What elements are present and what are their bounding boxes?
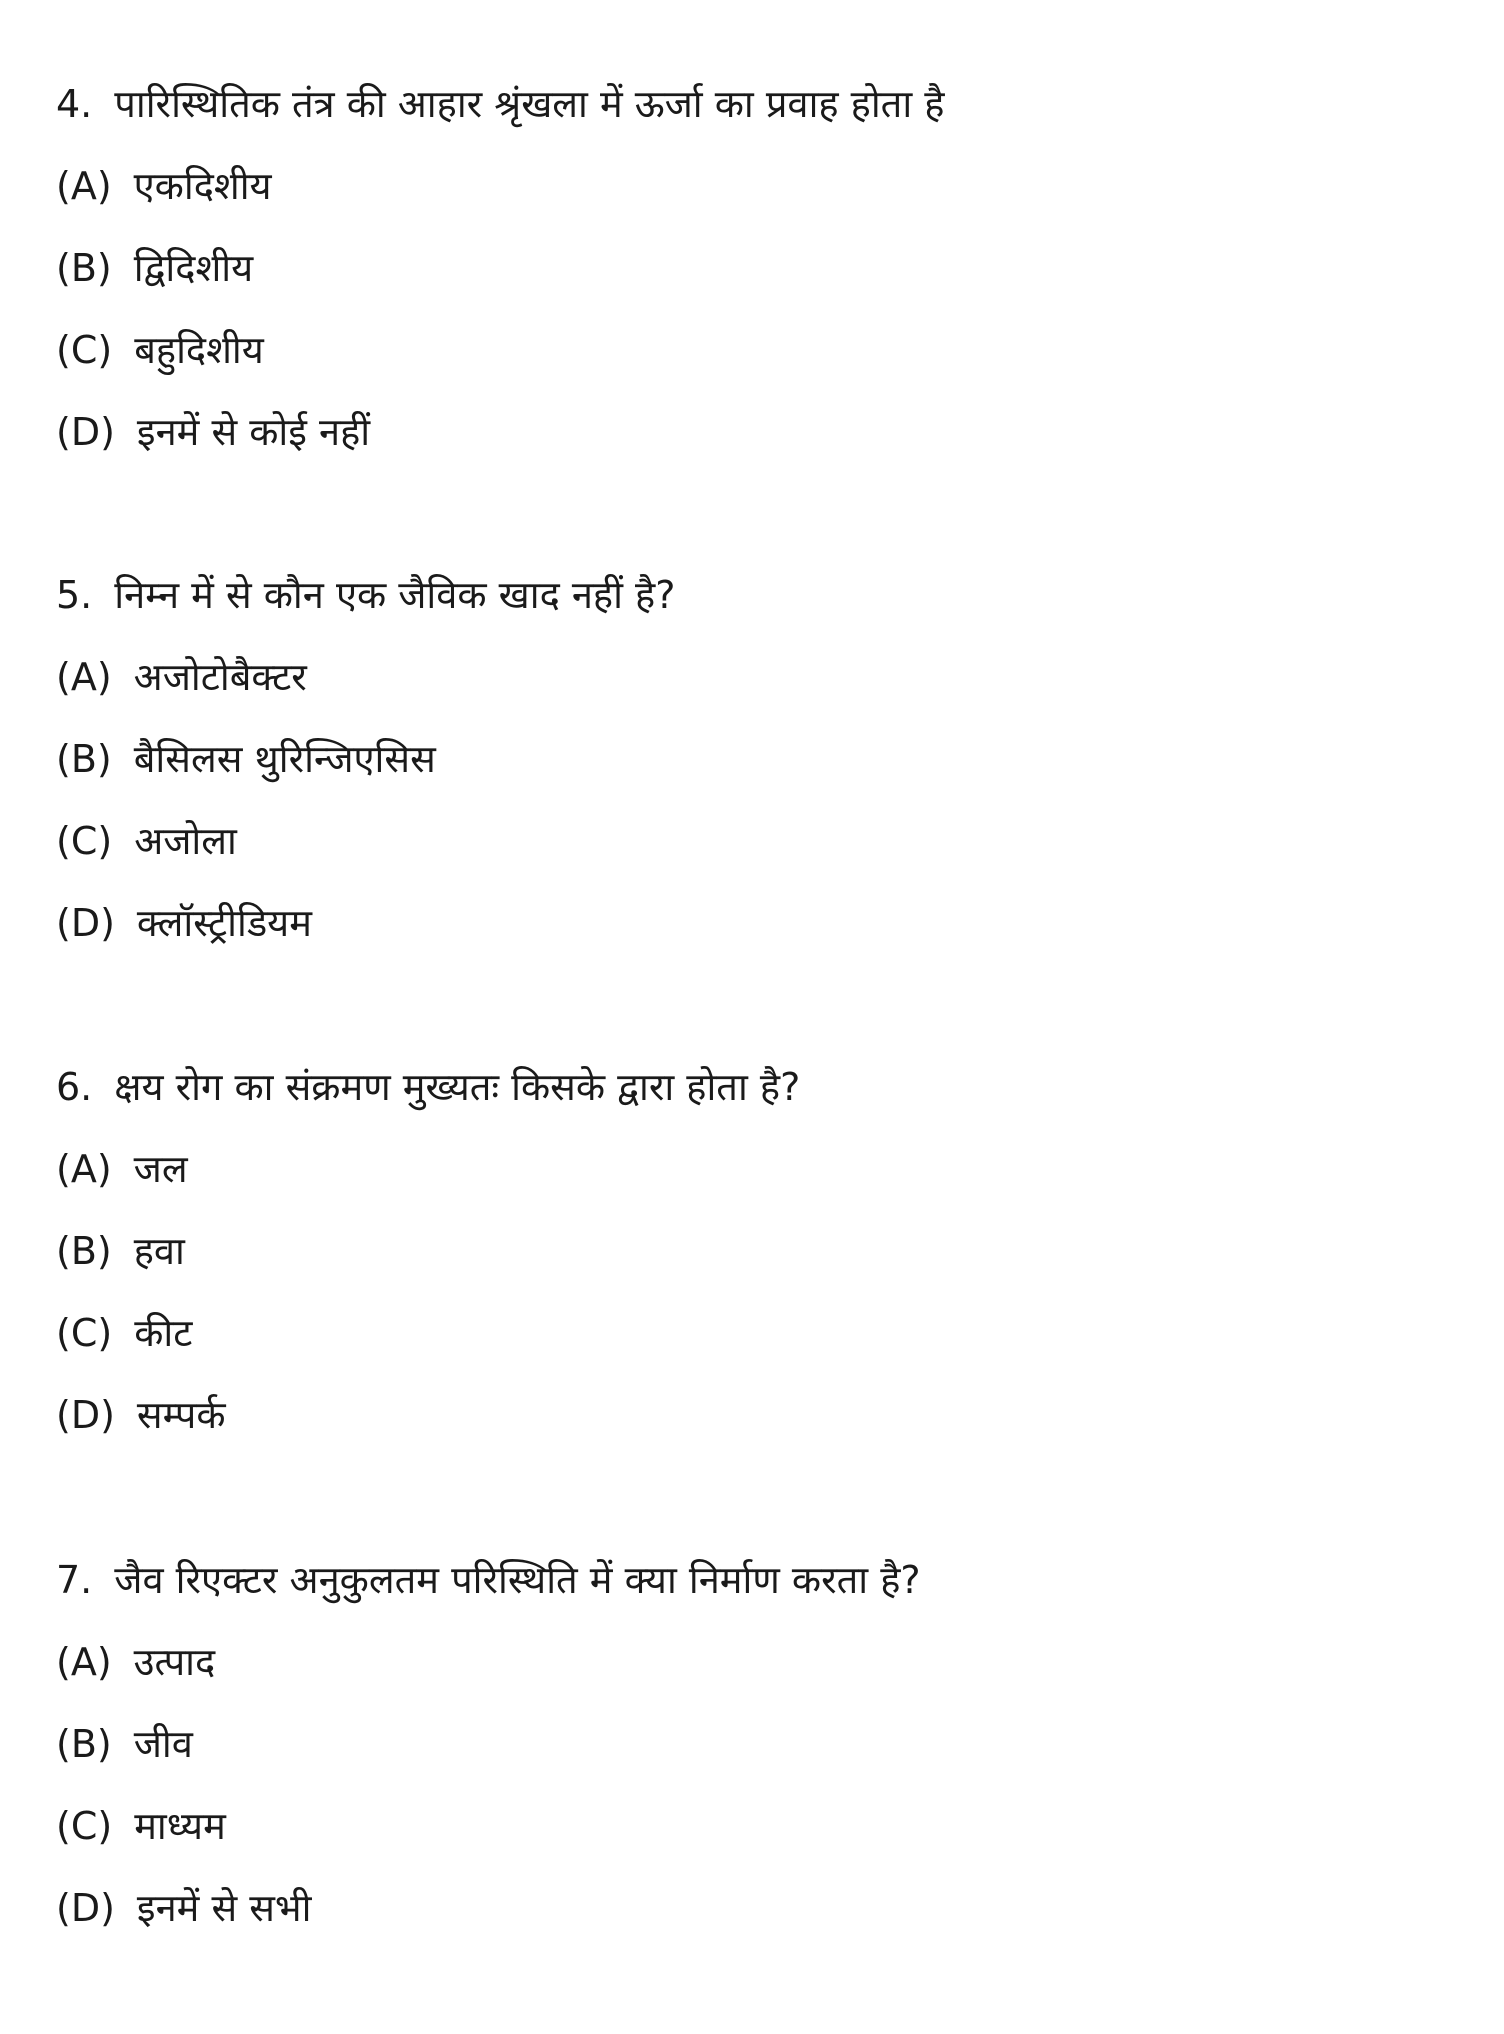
answer-option	[56, 145, 1456, 227]
option-text: माध्यम	[134, 1804, 226, 1848]
option-label: (D)	[56, 901, 115, 945]
option-label: (D)	[56, 410, 115, 454]
option-label: (C)	[56, 328, 113, 372]
question-block	[56, 554, 1456, 964]
option-text: जीव	[133, 1722, 193, 1766]
option-label: (C)	[56, 819, 113, 863]
answer-option	[56, 227, 1456, 309]
option-label: (B)	[56, 1722, 112, 1766]
option-label: (A)	[56, 164, 112, 208]
option-text: अजोटोबैक्टर	[133, 655, 307, 699]
option-text: सम्पर्क	[136, 1393, 226, 1437]
answer-option	[56, 1292, 1456, 1374]
option-text: हवा	[133, 1229, 185, 1273]
question-text	[56, 1046, 1456, 1128]
question-text	[56, 63, 1456, 145]
option-text: एकदिशीय	[133, 164, 272, 208]
question-number: 5.	[56, 573, 93, 617]
option-label: (B)	[56, 1229, 112, 1273]
answer-option	[56, 1703, 1456, 1785]
option-label: (A)	[56, 1640, 112, 1684]
option-label: (A)	[56, 1147, 112, 1191]
question-stem: निम्न में से कौन एक जैविक खाद नहीं है?	[114, 573, 676, 617]
answer-option	[56, 1867, 1456, 1949]
answer-option	[56, 800, 1456, 882]
question-text	[56, 1539, 1456, 1621]
question-stem: पारिस्थितिक तंत्र की आहार श्रृंखला में ऊर्जा का प्रवाह होता है	[114, 82, 945, 126]
option-label: (C)	[56, 1311, 113, 1355]
option-label: (B)	[56, 246, 112, 290]
question-stem: जैव रिएक्टर अनुकुलतम परिस्थिति में क्या निर्माण करता है?	[114, 1558, 921, 1602]
option-label: (D)	[56, 1393, 115, 1437]
answer-option	[56, 1374, 1456, 1456]
question-number: 6.	[56, 1065, 93, 1109]
option-text: जल	[133, 1147, 188, 1191]
answer-option	[56, 882, 1456, 964]
option-label: (B)	[56, 737, 112, 781]
question-block	[56, 1539, 1456, 1949]
option-text: बैसिलस थुरिन्जिएसिस	[133, 737, 436, 781]
question-stem: क्षय रोग का संक्रमण मुख्यतः किसके द्वारा होता है?	[114, 1065, 801, 1109]
question-text	[56, 554, 1456, 636]
answer-option	[56, 391, 1456, 473]
option-label: (D)	[56, 1886, 115, 1930]
question-block	[56, 1046, 1456, 1456]
answer-option	[56, 1621, 1456, 1703]
option-text: बहुदिशीय	[134, 328, 264, 372]
option-label: (A)	[56, 655, 112, 699]
option-text: अजोला	[134, 819, 237, 863]
answer-option	[56, 1128, 1456, 1210]
question-number: 7.	[56, 1558, 93, 1602]
option-text: उत्पाद	[133, 1640, 216, 1684]
option-text: क्लॉस्ट्रीडियम	[136, 901, 312, 945]
answer-option	[56, 718, 1456, 800]
question-block	[56, 63, 1456, 473]
answer-option	[56, 309, 1456, 391]
option-label: (C)	[56, 1804, 113, 1848]
option-text: द्विदिशीय	[133, 246, 254, 290]
answer-option	[56, 1785, 1456, 1867]
question-number: 4.	[56, 82, 93, 126]
option-text: इनमें से कोई नहीं	[136, 410, 371, 454]
answer-option	[56, 636, 1456, 718]
option-text: कीट	[134, 1311, 193, 1355]
option-text: इनमें से सभी	[136, 1886, 312, 1930]
answer-option	[56, 1210, 1456, 1292]
